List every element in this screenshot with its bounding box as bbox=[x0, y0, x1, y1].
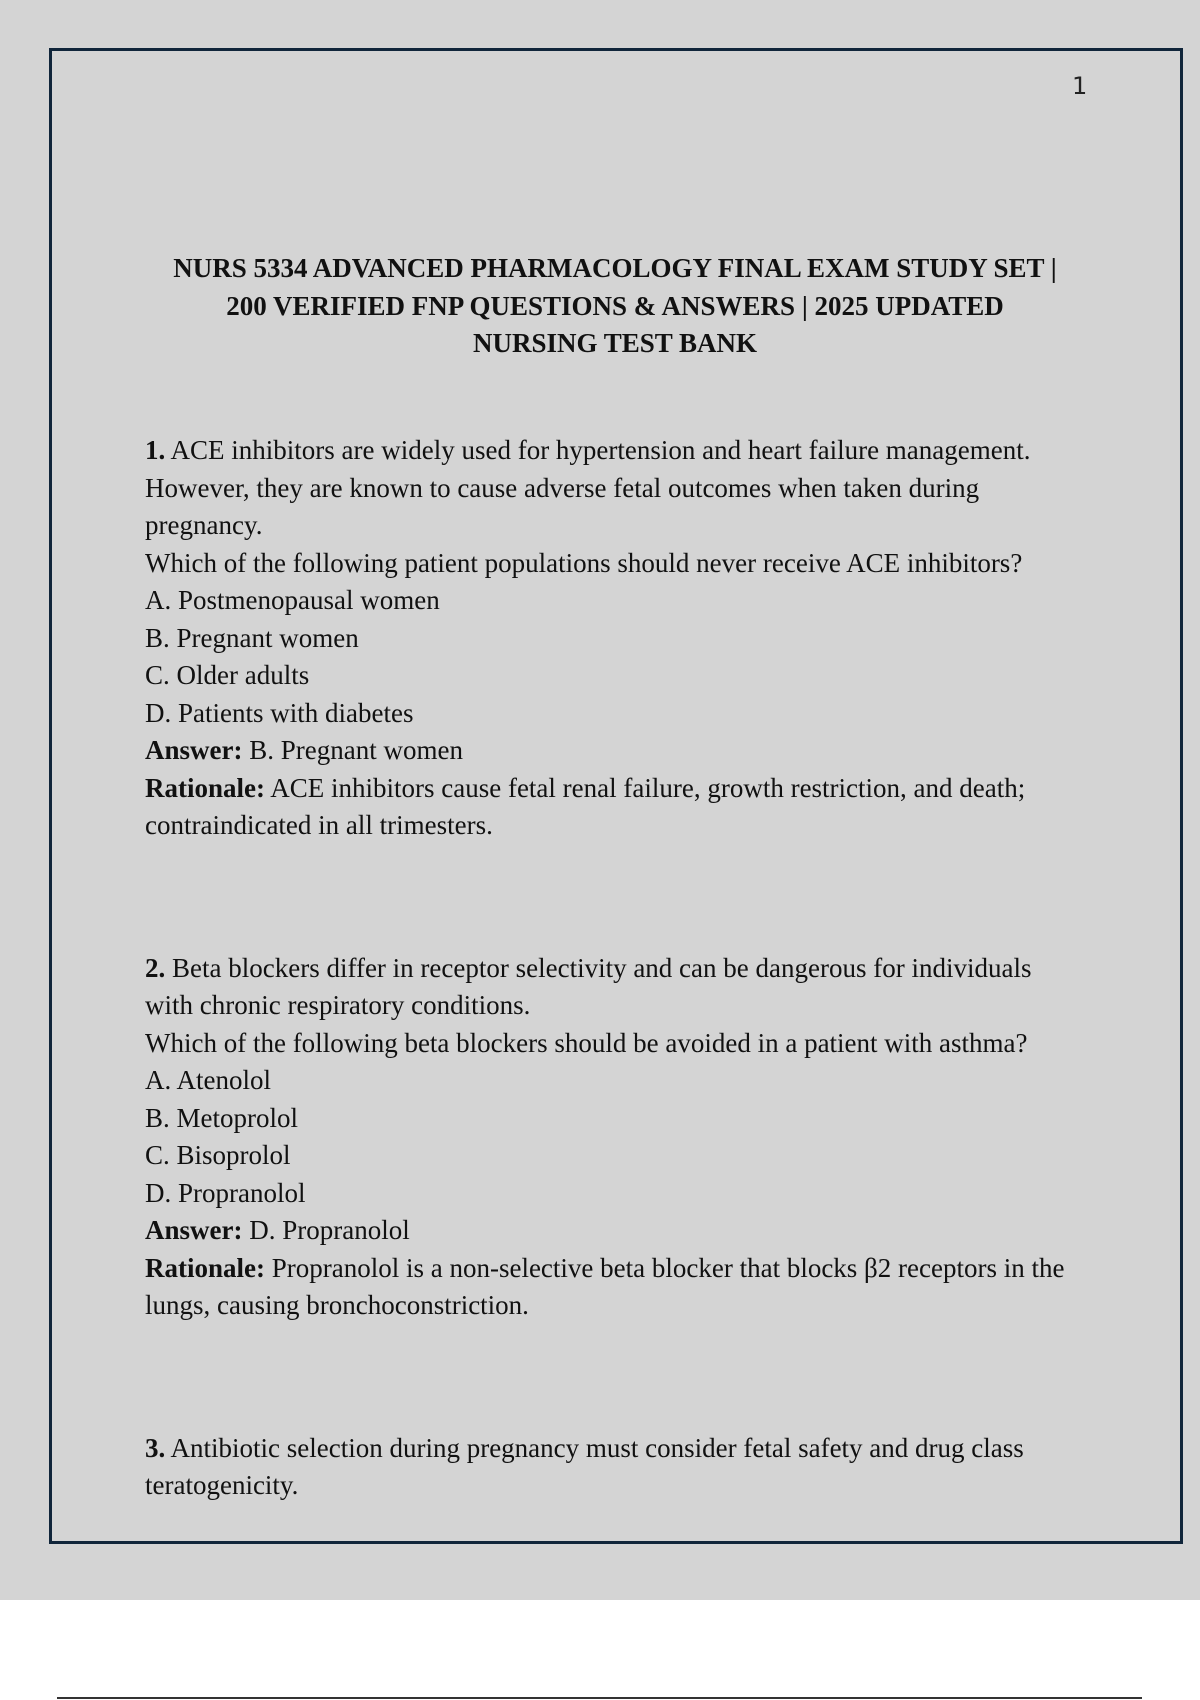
question-intro-text: ACE inhibitors are widely used for hypertension and heart failure management. However, they are known to cause adverse fetal outcomes when taken during pregnancy. bbox=[145, 435, 1031, 540]
footer-divider bbox=[57, 1697, 1142, 1699]
answer-text: D. Propranolol bbox=[242, 1215, 410, 1245]
title-line: NURS 5334 ADVANCED PHARMACOLOGY FINAL EXAM STUDY SET | bbox=[173, 253, 1057, 283]
rationale bbox=[145, 1250, 1085, 1325]
question-intro-text: Beta blockers differ in receptor selectivity and can be dangerous for individuals with chronic respiratory conditions. bbox=[145, 952, 1032, 1020]
option-b: B. Metoprolol bbox=[145, 1102, 298, 1133]
question-intro bbox=[145, 950, 1085, 1025]
question-list bbox=[145, 432, 1085, 1505]
option-c: C. Older adults bbox=[145, 660, 310, 690]
document-title bbox=[130, 250, 1100, 363]
title-line: 200 VERIFIED FNP QUESTIONS & ANSWERS | 2025 UPDATED bbox=[226, 290, 1004, 321]
rationale bbox=[145, 770, 1085, 845]
rationale-label: Rationale: bbox=[145, 1252, 265, 1283]
option-a: A. Atenolol bbox=[145, 1065, 271, 1095]
page-number: 1 bbox=[1072, 72, 1088, 100]
question-3 bbox=[145, 1430, 1085, 1505]
option-c: C. Bisoprolol bbox=[145, 1140, 291, 1170]
question-prompt: Which of the following beta blockers should be avoided in a patient with asthma? bbox=[145, 1027, 1028, 1058]
question-prompt: Which of the following patient populations should never receive ACE inhibitors? bbox=[145, 547, 1023, 578]
answer bbox=[145, 1212, 1085, 1250]
question-number: 1. bbox=[145, 435, 166, 465]
answer-text: B. Pregnant women bbox=[242, 735, 463, 765]
answer bbox=[145, 732, 1085, 770]
title-line: NURSING TEST BANK bbox=[472, 328, 758, 358]
question-intro bbox=[145, 1430, 1085, 1505]
question-intro bbox=[145, 432, 1085, 545]
spacer bbox=[145, 1325, 1085, 1430]
option-d: D. Propranolol bbox=[145, 1177, 306, 1208]
option-d: D. Patients with diabetes bbox=[145, 697, 414, 728]
rationale-label: Rationale: bbox=[145, 772, 265, 803]
answer-label: Answer: bbox=[145, 735, 243, 765]
option-b: B. Pregnant women bbox=[145, 622, 359, 653]
rationale-text: ACE inhibitors cause fetal renal failure, growth restriction, and death; contraindicated in all trimesters. bbox=[145, 772, 1026, 840]
question-number: 3. bbox=[145, 1432, 166, 1463]
option-a: A. Postmenopausal women bbox=[145, 585, 440, 615]
answer-label: Answer: bbox=[145, 1215, 243, 1245]
question-2 bbox=[145, 950, 1085, 1325]
question-intro-text: Antibiotic selection during pregnancy must consider fetal safety and drug class teratogenicity. bbox=[145, 1432, 1024, 1500]
question-1 bbox=[145, 432, 1085, 845]
rationale-text: Propranolol is a non-selective beta blocker that blocks β2 receptors in the lungs, causing bronchoconstriction. bbox=[145, 1252, 1065, 1320]
question-number: 2. bbox=[145, 952, 166, 983]
spacer bbox=[145, 845, 1085, 950]
